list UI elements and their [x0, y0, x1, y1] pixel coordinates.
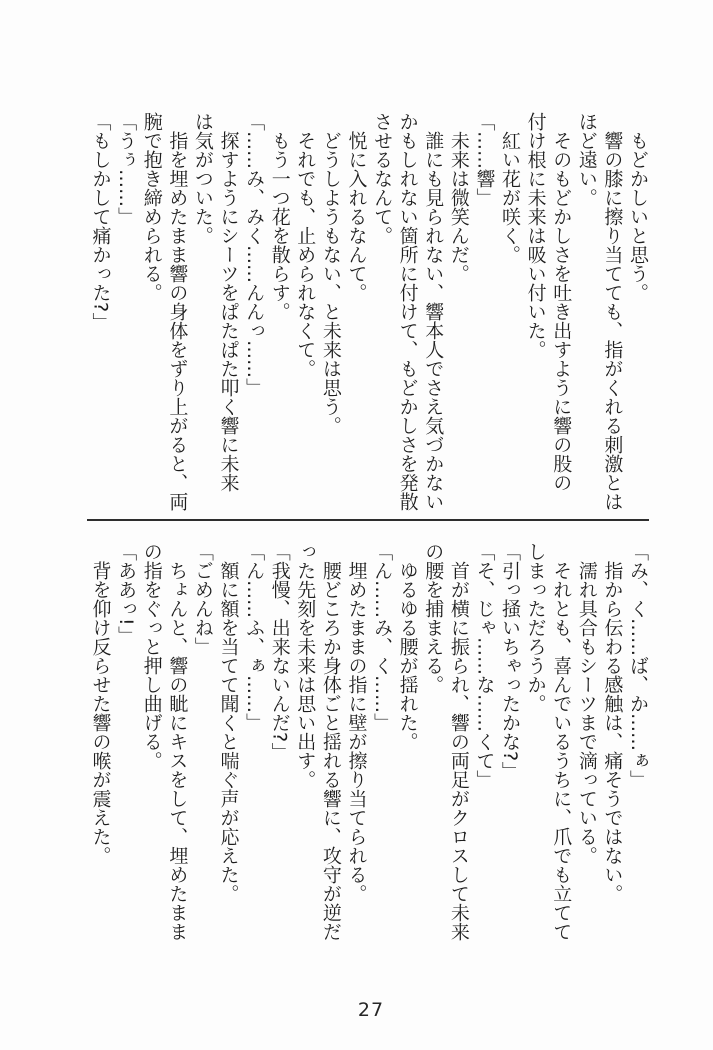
- text-line: どうしようもない、と未来は思う。: [319, 131, 342, 435]
- text-line: の指をぐっと押し曲げる。: [140, 542, 163, 770]
- text-line: 悦に入れるなんて。: [345, 131, 368, 302]
- text-line: そのもどかしさを吐き出すように響の股の: [550, 131, 573, 492]
- text-line: 「引っ掻いちゃったかな?」: [499, 542, 522, 781]
- text-line: 「み、く……ば、か……ぁ」: [627, 542, 649, 789]
- top-text-block: [87, 112, 650, 522]
- text-line: ちょんと、響の眦にキスをして、埋めたまま: [166, 561, 189, 941]
- text-line: もう一つ花を散らす。: [268, 131, 291, 321]
- page-number: 27: [357, 999, 385, 1021]
- text-line: 腕で抱き締められる。: [140, 112, 163, 302]
- text-line: 濡れ具合もシーツまで滴っている。: [575, 561, 598, 865]
- text-line: 背を仰け反らせた響の喉が震えた。: [89, 561, 112, 865]
- text-line: の腰を捕まえる。: [422, 542, 445, 694]
- text-line: 指を埋めたまま響の身体をずり上がると、両: [166, 131, 189, 511]
- text-line: 誰にも見られない、響本人でさえ気づかない: [422, 131, 445, 511]
- text-line: 首が横に振られ、響の両足がクロスして未来: [447, 561, 470, 941]
- text-line: 付け根に未来は吸い付いた。: [524, 112, 547, 359]
- text-line: させるなんて。: [371, 112, 394, 245]
- text-line: った先刻を未来は思い出す。: [294, 542, 317, 789]
- text-line: 「ごめんね」: [191, 542, 214, 656]
- section-divider: [87, 519, 649, 521]
- text-line: 「そ、じゃ……な……くて」: [473, 542, 496, 789]
- text-line: 「……み、みく……んんっ……」: [243, 112, 266, 397]
- text-line: 「ん……み、く……」: [371, 542, 394, 732]
- text-line: ほど遠い。: [575, 112, 598, 207]
- text-line: 「我慢、出来ないんだ?」: [268, 542, 291, 762]
- text-line: ゆるゆる腰が揺れた。: [396, 561, 419, 751]
- text-line: かもしれない箇所に付けて、もどかしさを発散: [396, 112, 419, 511]
- text-line: は気がついた。: [191, 112, 214, 245]
- text-line: 腰どころか身体ごと揺れる響に、攻守が逆だ: [319, 561, 342, 941]
- text-line: 「もしかして痛かった?」: [89, 112, 112, 332]
- text-line: 埋めたままの指に壁が擦り当てられる。: [345, 561, 368, 903]
- text-line: 響の膝に擦り当てても、指がくれる刺激とは: [601, 131, 624, 511]
- text-line: 額に額を当てて聞くと喘ぐ声が応えた。: [217, 561, 240, 903]
- text-line: しまっただろうか。: [524, 542, 547, 713]
- bottom-text-block: [87, 542, 650, 952]
- text-line: それでも、止められなくて。: [294, 131, 317, 378]
- text-line: 指から伝わる感触は、痛そうではない。: [601, 561, 624, 903]
- text-line: 「ん……ふ、ぁ……」: [243, 542, 266, 732]
- text-line: それとも、喜んでいるうちに、爪でも立てて: [550, 561, 573, 941]
- text-line: 紅い花が咲く。: [499, 131, 522, 264]
- text-line: もどかしいと思う。: [627, 131, 649, 302]
- text-line: 「……響」: [473, 112, 496, 207]
- text-line: 「ああっ!」: [115, 542, 138, 645]
- text-line: 「うぅ……」: [115, 112, 138, 226]
- text-line: 未来は微笑んだ。: [447, 131, 470, 283]
- text-line: 探すようにシーツをぱたぱた叩く響に未来: [217, 131, 240, 492]
